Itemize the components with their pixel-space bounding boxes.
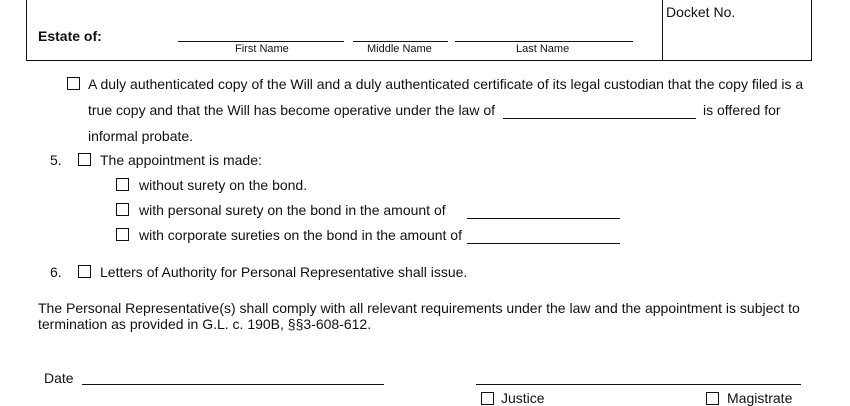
will-option-line3: informal probate. [88,128,194,144]
corporate-surety-checkbox[interactable] [116,228,129,241]
justice-label: Justice [501,390,545,406]
without-surety-label: without surety on the bond. [139,177,308,193]
personal-surety-checkbox[interactable] [116,203,129,216]
governing-law-field[interactable] [503,103,696,119]
appointment-checkbox[interactable] [78,153,91,166]
last-name-label: Last Name [516,43,570,55]
middle-name-label: Middle Name [367,43,432,55]
will-option-line1: A duly authenticated copy of the Will and a duly authenticated certificate of its legal custodian that the copy filed is a [88,76,804,92]
corporate-surety-label: with corporate sureties on the bond in the amount of [139,227,462,243]
will-option-line2-end: is offered for [703,102,781,118]
will-option-line2: true copy and that the Will has become operative under the law of [88,102,496,118]
section-6-number: 6. [50,264,62,280]
personal-surety-amount-field[interactable] [467,203,620,219]
magistrate-checkbox[interactable] [706,392,719,405]
signature-line [476,384,801,385]
docket-label: Docket No. [666,4,736,20]
section-5-number: 5. [50,152,62,168]
date-label: Date [44,370,74,386]
estate-label: Estate of: [38,28,102,44]
without-surety-checkbox[interactable] [116,178,129,191]
corporate-surety-amount-field[interactable] [467,228,620,244]
compliance-line1: The Personal Representative(s) shall comply with all relevant requirements under the law and the appointment is subject to [38,300,800,316]
will-option-checkbox[interactable] [67,77,80,90]
appointment-label: The appointment is made: [100,152,262,168]
personal-surety-label: with personal surety on the bond in the amount of [139,202,446,218]
letters-of-authority-label: Letters of Authority for Personal Representative shall issue. [100,264,468,280]
middle-name-field[interactable] [353,26,448,42]
first-name-label: First Name [235,43,289,55]
letters-of-authority-checkbox[interactable] [78,265,91,278]
compliance-line2: termination as provided in G.L. c. 190B, §§3-608-612. [38,316,372,332]
docket-number-field[interactable] [666,24,806,56]
first-name-field[interactable] [178,26,344,42]
date-field[interactable] [82,369,384,385]
justice-checkbox[interactable] [481,392,494,405]
magistrate-label: Magistrate [727,390,793,406]
last-name-field[interactable] [455,26,633,42]
